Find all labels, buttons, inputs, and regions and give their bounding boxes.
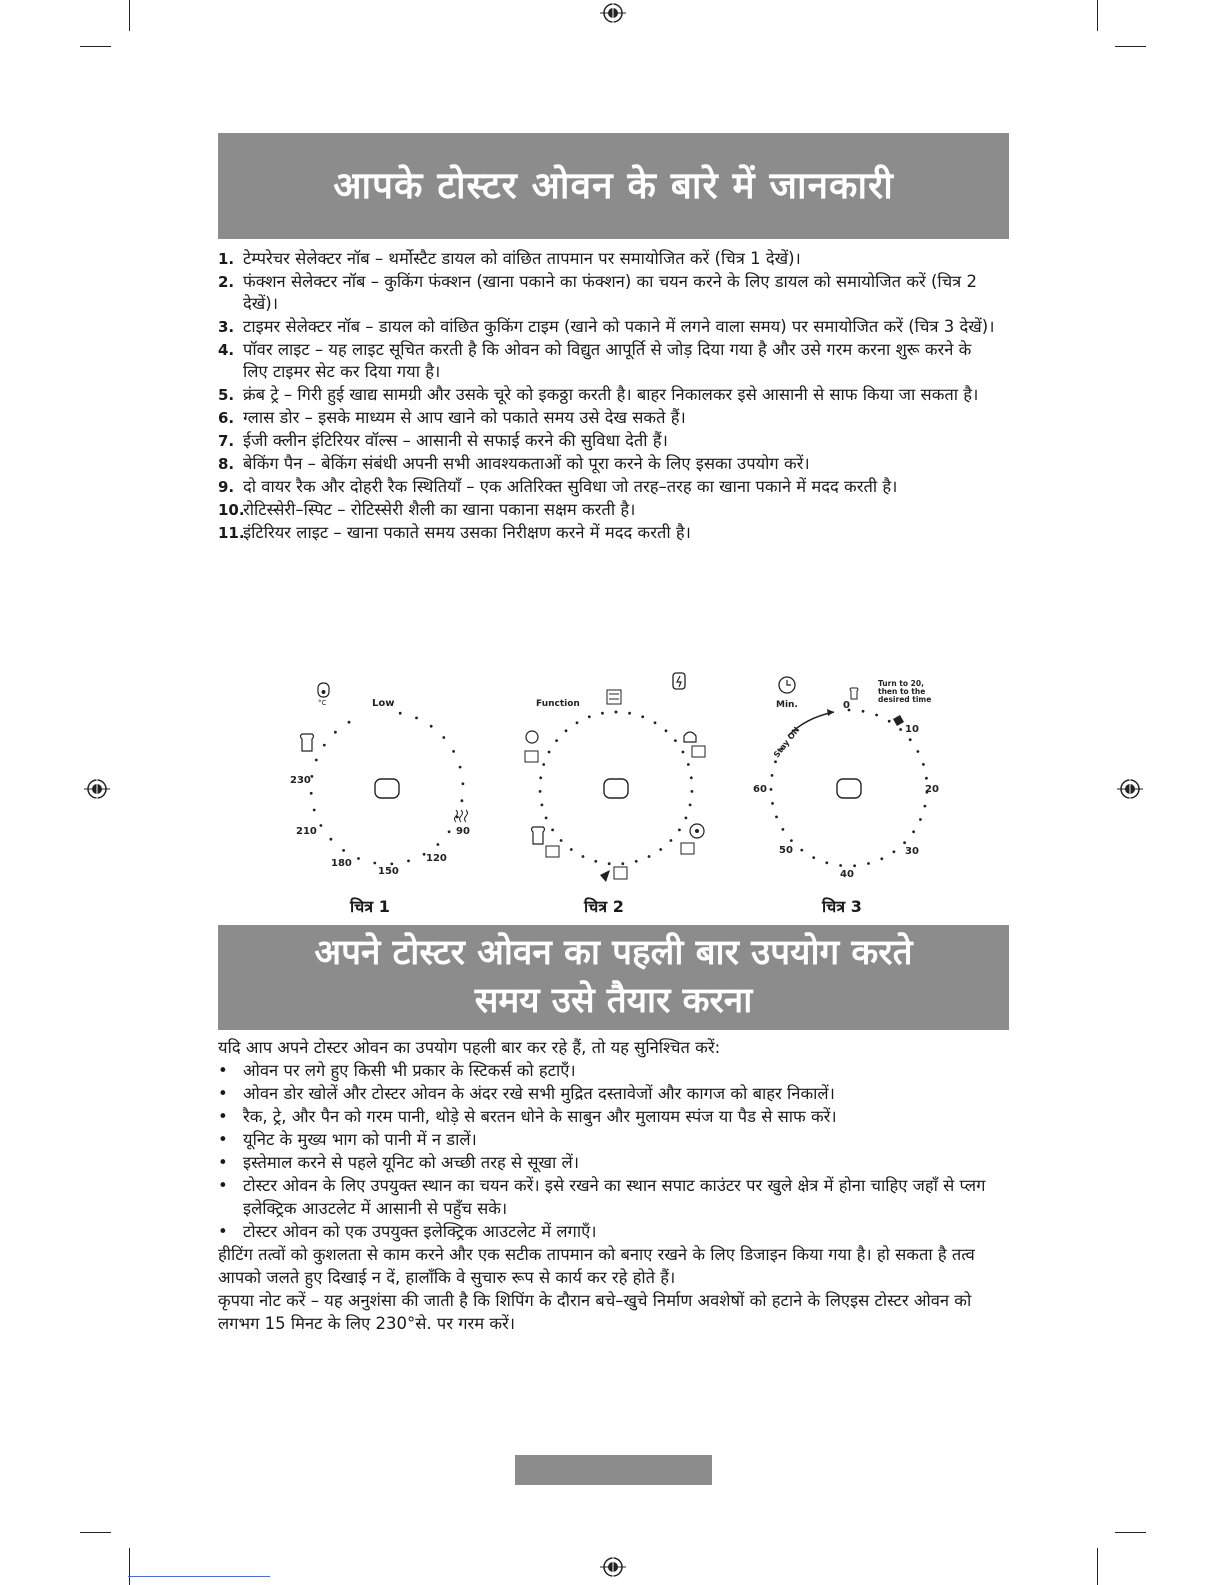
dial-dot	[462, 782, 465, 785]
item-text: फंक्शन सेलेक्टर नॉब – कुकिंग फंक्शन (खाना पकाने का फंक्शन) का चयन करने के लिए डायल को समायोजित करें (चित्र 2 देखें)।	[243, 272, 978, 313]
section-title-first-use	[218, 925, 1009, 1030]
dial-dot	[654, 721, 657, 724]
temp-label-150: 150	[378, 866, 399, 877]
dial-dot	[357, 857, 360, 860]
section-title-line-2: समय उसे तैयार करना	[474, 981, 753, 1021]
dial-dot	[812, 856, 815, 859]
section-title-line-1: अपने टोस्टर ओवन का पहली बार उपयोग करते	[314, 933, 913, 973]
parts-list-item	[218, 522, 998, 544]
dial-dot	[565, 729, 568, 732]
oven-mode-icon	[607, 690, 621, 704]
bake-icon	[684, 732, 705, 757]
item-text: ग्लास डोर – इसके माध्यम से आप खाने को पकाते समय उसे देख सकते हैं।	[243, 408, 686, 427]
thermometer-icon	[318, 683, 329, 697]
parts-list-item	[218, 407, 998, 429]
dial-2-dots	[539, 711, 694, 866]
dial-dot	[888, 720, 891, 723]
dial-dot	[588, 715, 591, 718]
dial-dot	[685, 817, 688, 820]
parts-list-item	[218, 453, 998, 475]
unit-label: °C	[318, 699, 327, 707]
registration-mark-icon	[600, 0, 626, 26]
dial-dot	[390, 863, 393, 866]
dial-dot	[342, 849, 345, 852]
parts-list-item	[218, 499, 998, 521]
bullet-item: • रैक, ट्रे, और पैन को गरम पानी, थोड़े से बरतन धोने के साबुन और मुलायम स्पंज या पैड से साफ करें।	[218, 1105, 1010, 1128]
dial-dot	[594, 860, 597, 863]
item-number: 7.	[218, 432, 235, 450]
dial-dot	[924, 805, 927, 808]
convection-fan-icon	[681, 824, 704, 854]
temp-label-230: 230	[290, 775, 311, 786]
dial-dot	[548, 751, 551, 754]
defrost-icon	[525, 731, 538, 762]
dial-dot	[311, 775, 314, 778]
temp-label-90: 90	[456, 826, 470, 837]
heating-elements-paragraph: हीटिंग तत्वों को कुशलता से काम करने और एक सटीक तापमान को बनाए रखने के लिए डिजाइन किया गया है। हो सकता है तत्व आपको जलते हुए दिखाई न दें, हालाँकि वे सुचारु रूप से कार्य कर रहे होते हैं।	[218, 1245, 975, 1287]
item-text: इंटिरियर लाइट – खाना पकाते समय उसका निरीक्षण करने में मदद करती है।	[243, 523, 691, 542]
dial-dot	[689, 804, 692, 807]
dial-dot	[800, 849, 803, 852]
bell-marker-icon	[893, 715, 904, 726]
bullet-item: • ओवन पर लगे हुए किसी भी प्रकार के स्टिकर्स को हटाएँ।	[218, 1059, 1010, 1082]
item-text: ईजी क्लीन इंटिरियर वॉल्स – आसानी से सफाई करने की सुविधा देती हैं।	[243, 431, 668, 450]
bullet-item: • इस्तेमाल करने से पहले यूनिट को अच्छी तरह से सूखा लें।	[218, 1151, 1010, 1174]
first-use-content	[218, 1036, 1010, 1335]
dial-dot	[641, 715, 644, 718]
dial-dot	[903, 841, 906, 844]
knob-icon	[837, 779, 861, 798]
item-number: 6.	[218, 409, 235, 427]
parts-list-item	[218, 271, 998, 315]
parts-list-item	[218, 430, 998, 452]
dial-dot	[867, 862, 870, 865]
registration-mark-icon	[600, 1554, 626, 1580]
dial-dot	[771, 774, 774, 777]
figure-3-caption: चित्र 3	[822, 897, 862, 916]
dial-dot	[461, 799, 464, 802]
dial-dot	[893, 850, 896, 853]
dial-dot	[542, 763, 545, 766]
knob-icon	[604, 779, 628, 798]
power-light-icon	[673, 673, 685, 689]
dial-dot	[909, 738, 912, 741]
dial-dot	[407, 860, 410, 863]
dial-dot	[430, 725, 433, 728]
dial-dot	[790, 839, 793, 842]
dial-dot	[399, 712, 402, 715]
dial-dot	[648, 855, 651, 858]
dial-dot	[853, 864, 856, 867]
crop-mark	[1115, 1532, 1146, 1533]
dial-dot	[310, 792, 313, 795]
dial-dot	[770, 788, 773, 791]
dial-dot	[825, 861, 828, 864]
dial-dot	[771, 802, 774, 805]
dial-dot	[687, 763, 690, 766]
bullet-item: • टोस्टर ओवन को एक उपयुक्त इलेक्ट्रिक आउटलेट में लगाएँ।	[218, 1220, 1010, 1243]
crop-mark	[80, 46, 111, 47]
temp-label-210: 210	[296, 826, 317, 837]
crop-mark	[1097, 1548, 1098, 1585]
dial-dot	[452, 750, 455, 753]
dial-dot	[448, 830, 451, 833]
dial-1-dots	[310, 712, 464, 866]
dial-dot	[919, 818, 922, 821]
crop-mark	[129, 1548, 130, 1585]
dial-dot	[315, 759, 318, 762]
dial-dot	[608, 862, 611, 865]
item-text: पॉवर लाइट – यह लाइट सूचित करती है कि ओवन को विद्युत आपूर्ति से जोड़ दिया गया है और उसे गरम करना शुरू करने के लिए टाइमर सेट कर दिया गया है।	[243, 340, 972, 381]
dial-dot	[560, 839, 563, 842]
timer-note: Turn to 20, then to the desired time	[878, 679, 932, 704]
timer-label-60: 60	[753, 784, 767, 795]
parts-list-item	[218, 476, 998, 498]
dial-figures	[0, 665, 1225, 915]
item-text: टेम्परेचर सेलेक्टर नॉब – थर्मोस्टैट डायल को वांछित तापमान पर समायोजित करें (चित्र 1 देखें)।	[243, 249, 801, 268]
figure-2-function-dial	[525, 673, 705, 882]
item-text: टाइमर सेलेक्टर नॉब – डायल को वांछित कुकिंग टाइम (खाने को पकाने में लगने वाला समय) पर समायोजित करें (चित्र 3 देखें)।	[243, 317, 995, 336]
dial-dot	[541, 804, 544, 807]
dial-dot	[555, 739, 558, 742]
bullet-item: • टोस्टर ओवन के लिए उपयुक्त स्थान का चयन करें। इसे रखने का स्थान सपाट काउंटर पर खुले क्षेत्र में होना चाहिए जहाँ से प्लग इलेक्ट्रिक आउटलेट में आसानी से पहुँच सके।	[218, 1174, 1010, 1220]
parts-list-item	[218, 384, 998, 406]
dial-dot	[545, 817, 548, 820]
figure-1-caption: चित्र 1	[350, 897, 390, 916]
dial-dot	[670, 839, 673, 842]
bullet-item: • ओवन डोर खोलें और टोस्टर ओवन के अंदर रखे सभी मुद्रित दस्तावेजों और कागज को बाहर निकालें।	[218, 1082, 1010, 1105]
function-label: Function	[536, 699, 580, 709]
dial-dot	[659, 848, 662, 851]
item-number: 4.	[218, 341, 235, 359]
clock-icon	[779, 677, 795, 693]
bottom-rule	[128, 1576, 270, 1577]
dial-dot	[330, 838, 333, 841]
dial-dot	[334, 731, 337, 734]
timer-label-10: 10	[905, 724, 919, 735]
item-number: 8.	[218, 455, 235, 473]
item-number: 2.	[218, 273, 235, 291]
dial-dot	[839, 864, 842, 867]
zero-label: 0	[843, 700, 850, 711]
low-label: Low	[372, 698, 395, 709]
parts-list-item	[218, 248, 998, 270]
crop-mark	[80, 1532, 111, 1533]
crop-mark	[129, 0, 130, 31]
dial-dot	[635, 860, 638, 863]
item-text: बेकिंग पैन – बेकिंग संबंधी अपनी सभी आवश्यकताओं को पूरा करने के लिए इसका उपयोग करें।	[243, 454, 810, 473]
dial-dot	[539, 790, 542, 793]
dial-dot	[621, 862, 624, 865]
temp-label-120: 120	[426, 853, 447, 864]
dial-dot	[373, 862, 376, 865]
parts-list-item	[218, 316, 998, 338]
dial-dot	[899, 728, 902, 731]
dial-dot	[437, 843, 440, 846]
page-number-bar	[515, 1455, 712, 1485]
dial-dot	[862, 710, 865, 713]
dial-dot	[682, 751, 685, 754]
dial-dot	[570, 848, 573, 851]
dial-dot	[691, 790, 694, 793]
timer-label-30: 30	[905, 846, 919, 857]
dial-dot	[912, 830, 915, 833]
figure-3-timer-dial	[753, 677, 939, 880]
dial-dot	[875, 714, 878, 717]
temp-label-180: 180	[331, 858, 352, 869]
crop-mark	[1115, 46, 1146, 47]
dial-dot	[690, 776, 693, 779]
figure-2-caption: चित्र 2	[584, 897, 624, 916]
dial-dot	[601, 712, 604, 715]
note-paragraph: कृपया नोट करें – यह अनुशंसा की जाती है कि शिपिंग के दौरान बचे–खुचे निर्माण अवशेषों को हटाने के लिएइस टोस्टर ओवन को लगभग 15 मिनट के लिए 230°से. पर गरम करें।	[218, 1291, 972, 1333]
dial-dot	[774, 760, 777, 763]
dial-dot	[922, 763, 925, 766]
bullet-item: • यूनिट के मुख्य भाग को पानी में न डालें।	[218, 1128, 1010, 1151]
figure-1-temperature-dial	[290, 683, 470, 877]
dial-dot	[917, 750, 920, 753]
item-number: 10.	[218, 501, 245, 519]
intro-text: यदि आप अपने टोस्टर ओवन का उपयोग पहली बार कर रहे हैं, तो यह सुनिश्चित करें:	[218, 1038, 721, 1057]
parts-list-item	[218, 339, 998, 383]
dial-dot	[582, 855, 585, 858]
dial-dot	[320, 824, 323, 827]
item-text: क्रंब ट्रे – गिरी हुई खाद्य सामग्री और उसके चूरे को इकठ्ठा करती है। बाहर निकालकर इसे आसानी से साफ किया जा सकता है।	[243, 385, 979, 404]
item-number: 5.	[218, 386, 235, 404]
parts-list	[218, 248, 998, 545]
section-title-about-oven: आपके टोस्टर ओवन के बारे में जानकारी	[218, 133, 1009, 239]
dial-dot	[348, 721, 351, 724]
dial-dot	[782, 828, 785, 831]
dial-dot	[674, 739, 677, 742]
heat-waves-icon	[455, 810, 468, 822]
dial-dot	[442, 736, 445, 739]
dial-dot	[323, 744, 326, 747]
dial-dot	[775, 816, 778, 819]
timer-label-40: 40	[840, 869, 854, 880]
dial-dot	[628, 712, 631, 715]
knob-icon	[375, 779, 399, 798]
dial-dot	[551, 829, 554, 832]
item-text: दो वायर रैक और दोहरी रैक स्थितियाँ – एक अतिरिक्त सुविधा जो तरह–तरह का खाना पकाने में मदद करती है।	[243, 477, 898, 496]
rotisserie-icon	[600, 867, 627, 882]
item-number: 1.	[218, 250, 235, 268]
dial-dot	[880, 857, 883, 860]
preparation-bullet-list	[218, 1059, 1010, 1243]
dial-dot	[459, 766, 462, 769]
min-label: Min.	[776, 700, 798, 710]
item-number: 9.	[218, 478, 235, 496]
timer-label-20: 20	[925, 784, 939, 795]
dial-dot	[925, 777, 928, 780]
crop-mark	[1097, 0, 1098, 31]
dial-dot	[678, 829, 681, 832]
toast-icon	[532, 827, 560, 857]
timer-label-50: 50	[779, 845, 793, 856]
stay-on-label: Stay ON	[771, 725, 802, 760]
toast-icon	[301, 734, 314, 751]
dial-dot	[313, 809, 316, 812]
item-number: 11.	[218, 524, 245, 542]
dial-dot	[576, 721, 579, 724]
dial-dot	[615, 711, 618, 714]
dial-dot	[665, 729, 668, 732]
item-number: 3.	[218, 318, 235, 336]
dial-dot	[415, 717, 418, 720]
toast-icon	[850, 688, 858, 699]
item-text: रोटिस्सेरी–स्पिट – रोटिस्सेरी शैली का खाना पकाना सक्षम करती है।	[243, 500, 636, 519]
dial-dot	[539, 776, 542, 779]
